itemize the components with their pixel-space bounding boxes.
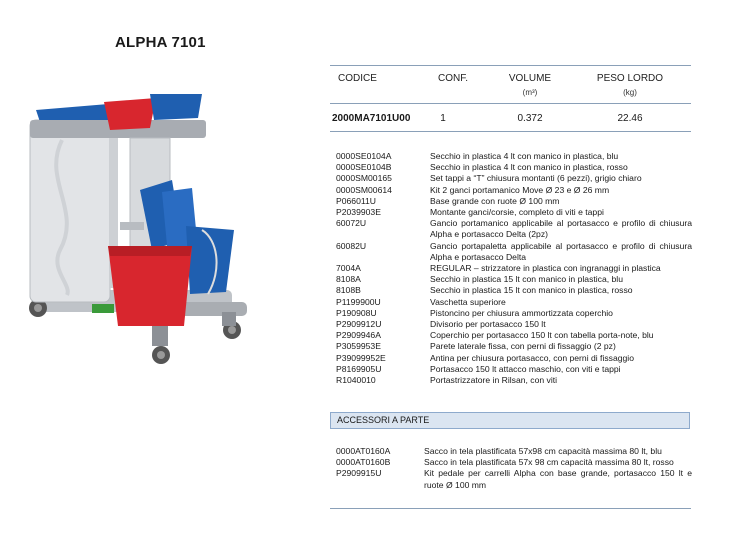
accessories-header: ACCESSORI A PARTE xyxy=(330,412,690,429)
item-description: Parete laterale fissa, con perni di fissaggio (2 pz) xyxy=(430,341,616,352)
item-description: Portastrizzatore in Rilsan, con viti xyxy=(430,375,558,386)
part-row xyxy=(336,196,692,207)
item-description: Base grande con ruote Ø 100 mm xyxy=(430,195,560,206)
item-description: Secchio in plastica 15 lt con manico in plastica, rosso xyxy=(430,285,633,296)
header-volume: VOLUME xyxy=(508,73,552,84)
part-row xyxy=(336,319,692,330)
item-code: P066011U xyxy=(336,195,376,206)
item-description: Set tappi a “T” chiusura montanti (6 pezzi), grigio chiaro xyxy=(430,173,642,184)
item-description: Sacco in tela plastificata 57x98 cm capacità massima 80 lt, blu xyxy=(424,446,662,456)
item-code: 0000SE0104A xyxy=(336,151,392,161)
item-code: 0000AT0160B xyxy=(336,457,391,468)
item-description: Vaschetta superiore xyxy=(430,296,506,307)
accessories-list xyxy=(336,446,692,491)
row-weight: 22.46 xyxy=(617,113,643,124)
parts-list xyxy=(336,151,692,386)
part-row xyxy=(336,173,692,184)
item-code: P1199900U xyxy=(336,296,381,307)
part-row xyxy=(336,185,692,196)
product-title: ALPHA 7101 xyxy=(115,34,206,51)
item-code: P190908U xyxy=(336,307,377,318)
item-description: Portasacco 150 lt attacco maschio, con viti e tappi xyxy=(430,363,621,374)
item-code: 8108A xyxy=(336,274,361,285)
cart-body xyxy=(30,120,110,302)
item-description: Kit pedale per carrelli Alpha con base grande, portasacco 150 lt e ruote Ø 100 mm xyxy=(424,468,692,490)
item-description: Sacco in tela plastificata 57x 98 cm capacità massima 80 lt, rosso xyxy=(424,457,674,468)
item-code: 8108B xyxy=(336,285,361,296)
item-description: Secchio in plastica 4 lt con manico in plastica, rosso xyxy=(430,162,628,173)
table-bottom-rule xyxy=(330,131,691,132)
accessory-row xyxy=(336,446,692,457)
part-row xyxy=(336,285,692,296)
item-code: P2909946A xyxy=(336,330,381,341)
item-description: Gancio portamanico applicabile al portasacco e profilo di chiusura Alpha e portasacco Delta (2pz) xyxy=(430,218,692,240)
item-code: P39099952E xyxy=(336,352,386,363)
small-blue-bucket xyxy=(150,94,202,120)
item-code: 7004A xyxy=(336,263,361,274)
header-conf: CONF. xyxy=(438,73,468,84)
part-row xyxy=(336,207,692,218)
part-row xyxy=(336,162,692,173)
header-weight: PESO LORDO xyxy=(596,73,664,84)
row-conf: 1 xyxy=(440,113,446,124)
header-code: CODICE xyxy=(338,73,377,84)
item-code: P3059953E xyxy=(336,341,381,352)
item-description: Gancio portapaletta applicabile al portasacco e profilo di chiusura Alpha e portasacco Delta xyxy=(430,240,692,262)
item-description: Montante ganci/corsie, completo di viti e tappi xyxy=(430,207,604,218)
item-code: 0000SM00614 xyxy=(336,184,392,195)
part-row xyxy=(336,330,692,341)
item-code: R1040010 xyxy=(336,375,376,386)
item-description: Kit 2 ganci portamanico Move Ø 23 e Ø 26 mm xyxy=(430,184,610,195)
item-code: 0000SM00165 xyxy=(336,173,392,184)
item-code: P2909912U xyxy=(336,319,382,330)
item-code: 60082U xyxy=(336,240,367,251)
part-row xyxy=(336,375,692,386)
item-code: 0000AT0160A xyxy=(336,446,391,456)
part-row xyxy=(336,297,692,308)
part-row xyxy=(336,151,692,162)
item-description: Pistoncino per chiusura ammortizzata coperchio xyxy=(430,307,613,318)
part-row xyxy=(336,263,692,274)
item-code: P2909915U xyxy=(336,468,382,479)
part-row xyxy=(336,308,692,319)
item-description: Antina per chiusura portasacco, con perni di fissaggio xyxy=(430,352,634,363)
item-description: Secchio in plastica 15 lt con manico in plastica, blu xyxy=(430,274,623,285)
cleaning-cart-image xyxy=(22,80,247,370)
small-red-bucket xyxy=(104,98,156,130)
table-header-rule xyxy=(330,103,691,104)
large-red-bucket xyxy=(108,246,192,326)
header-volume-unit: (m³) xyxy=(522,88,538,97)
item-code: 60072U xyxy=(336,218,367,229)
part-row xyxy=(336,218,692,240)
row-volume: 0.372 xyxy=(517,113,543,124)
item-code: P8169905U xyxy=(336,363,382,374)
part-row xyxy=(336,353,692,364)
part-row xyxy=(336,364,692,375)
item-description: Coperchio per portasacco 150 lt con tabella porta-note, blu xyxy=(430,330,654,341)
part-row xyxy=(336,241,692,263)
item-code: 0000SE0104B xyxy=(336,162,392,173)
accessory-row xyxy=(336,457,692,468)
item-description: Secchio in plastica 4 lt con manico in plastica, blu xyxy=(430,151,619,161)
item-description: Divisorio per portasacco 150 lt xyxy=(430,319,546,330)
accessory-row xyxy=(336,468,692,490)
row-code: 2000MA7101U00 xyxy=(332,113,411,124)
header-weight-unit: (kg) xyxy=(623,88,637,97)
page-bottom-rule xyxy=(330,508,691,509)
item-description: REGULAR – strizzatore in plastica con ingranaggi in plastica xyxy=(430,263,661,274)
part-row xyxy=(336,274,692,285)
table-top-rule xyxy=(330,65,691,66)
part-row xyxy=(336,341,692,352)
item-code: P2039903E xyxy=(336,207,381,218)
